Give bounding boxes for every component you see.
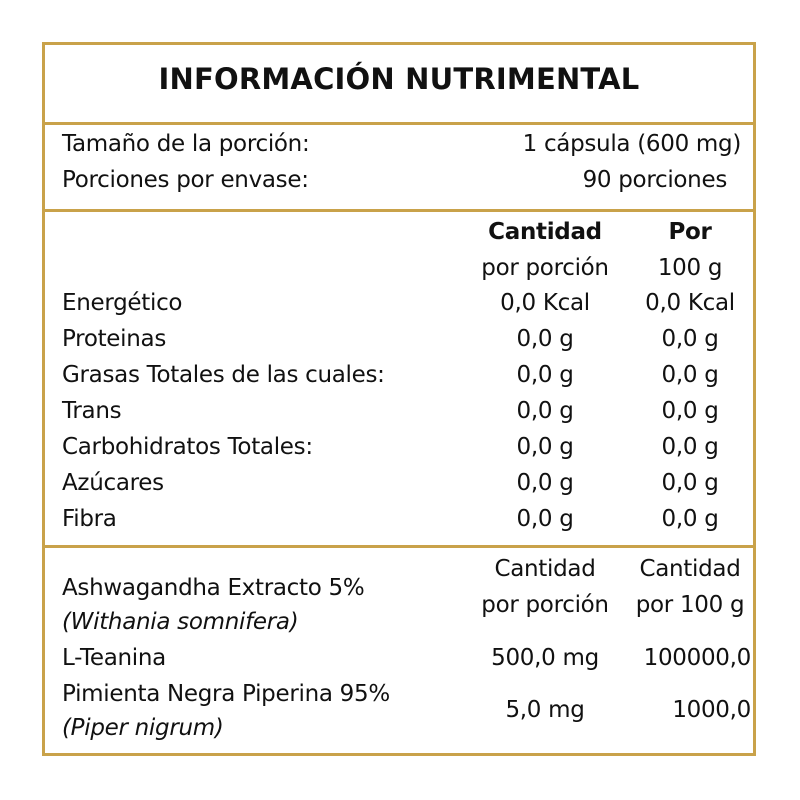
label-title: INFORMACIÓN NUTRIMENTAL — [158, 62, 640, 96]
ingredient-name-ashwagandha: Ashwagandha Extracto 5% — [62, 575, 365, 601]
nutrient-name-energetico: Energético — [62, 290, 183, 316]
ingredient-100g-teanina: 100000,0 — [643, 645, 751, 671]
nutrient-name-carbohidratos: Carbohidratos Totales: — [62, 434, 313, 460]
nutrient-name-fibra: Fibra — [62, 506, 117, 532]
serving-size-value: 1 cápsula (600 mg) — [522, 131, 741, 157]
ingredient-100g-pimienta: 1000,0 — [672, 697, 751, 723]
servings-per-container-label: Porciones por envase: — [62, 167, 309, 193]
nutrients-col1-header-line1: Cantidad — [488, 219, 602, 245]
nutrient-100g-carbohidratos: 0,0 g — [661, 434, 719, 460]
nutrient-serving-trans: 0,0 g — [516, 398, 574, 424]
divider-serving — [45, 209, 753, 212]
nutrient-serving-fibra: 0,0 g — [516, 506, 574, 532]
nutrients-col1-header-line2: por porción — [481, 255, 609, 281]
nutrient-name-azucares: Azúcares — [62, 470, 164, 496]
nutrient-name-grasas: Grasas Totales de las cuales: — [62, 362, 385, 388]
nutrient-name-proteinas: Proteinas — [62, 326, 167, 352]
nutrient-100g-trans: 0,0 g — [661, 398, 719, 424]
nutrient-serving-energetico: 0,0 Kcal — [500, 290, 590, 316]
nutrient-serving-proteinas: 0,0 g — [516, 326, 574, 352]
ingredients-col1-header-line1: Cantidad — [494, 556, 596, 582]
serving-size-label: Tamaño de la porción: — [62, 131, 310, 157]
nutrient-serving-carbohidratos: 0,0 g — [516, 434, 574, 460]
ingredient-latin-pimienta: (Piper nigrum) — [62, 715, 224, 741]
servings-per-container-value: 90 porciones — [582, 167, 727, 193]
nutrient-100g-proteinas: 0,0 g — [661, 326, 719, 352]
nutrient-100g-fibra: 0,0 g — [661, 506, 719, 532]
ingredients-col1-header-line2: por porción — [481, 592, 609, 618]
ingredient-serving-pimienta: 5,0 mg — [505, 697, 585, 723]
ingredients-col2-header-line1: Cantidad — [639, 556, 741, 582]
nutrient-serving-azucares: 0,0 g — [516, 470, 574, 496]
nutrient-100g-grasas: 0,0 g — [661, 362, 719, 388]
ingredient-name-teanina: L-Teanina — [62, 645, 166, 671]
nutrients-col2-header-line2: 100 g — [657, 255, 723, 281]
nutrients-col2-header-line1: Por — [668, 219, 712, 245]
nutrient-100g-energetico: 0,0 Kcal — [645, 290, 735, 316]
nutrient-100g-azucares: 0,0 g — [661, 470, 719, 496]
ingredient-serving-teanina: 500,0 mg — [491, 645, 599, 671]
divider-title — [45, 122, 753, 125]
divider-nutrients — [45, 545, 753, 548]
nutrient-serving-grasas: 0,0 g — [516, 362, 574, 388]
ingredients-col2-header-line2: por 100 g — [635, 592, 745, 618]
ingredient-latin-ashwagandha: (Withania somnifera) — [62, 609, 299, 635]
nutrient-name-trans: Trans — [62, 398, 122, 424]
ingredient-name-pimienta: Pimienta Negra Piperina 95% — [62, 681, 390, 707]
nutrition-label — [42, 42, 756, 756]
